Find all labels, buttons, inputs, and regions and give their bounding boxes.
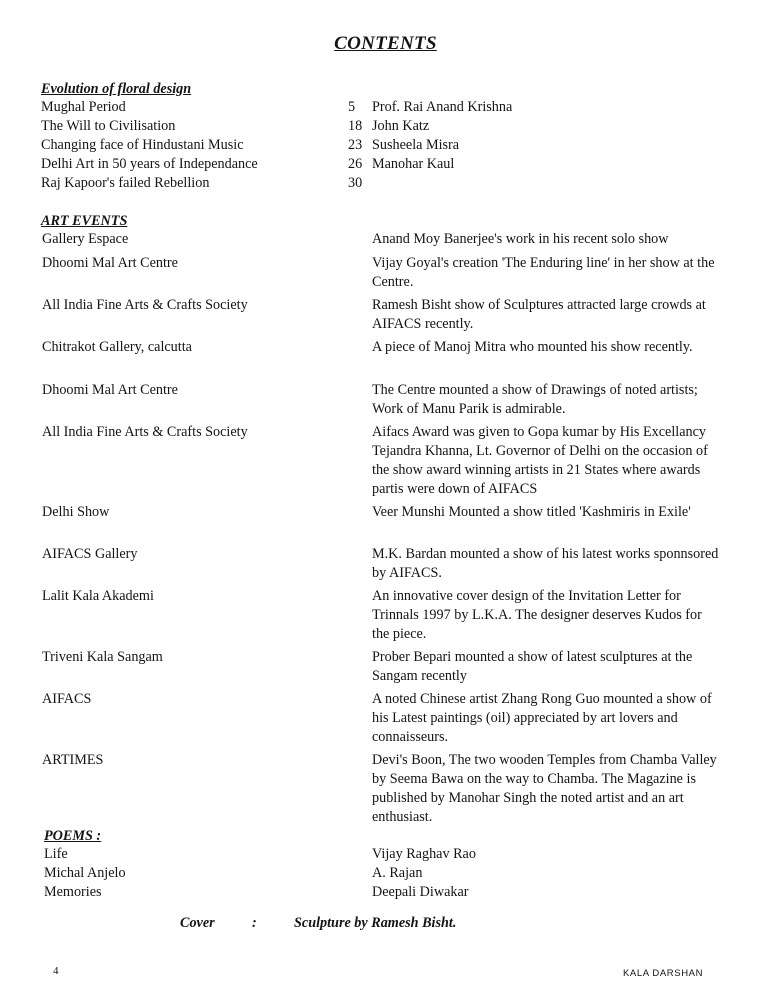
article-title: Raj Kapoor's failed Rebellion (41, 175, 210, 191)
article-title: The Will to Civilisation (41, 118, 176, 134)
magazine-name: KALA DARSHAN (623, 968, 704, 979)
event-venue: Delhi Show (42, 504, 110, 520)
event-venue: Gallery Espace (42, 231, 129, 247)
event-venue: Chitrakot Gallery, calcutta (42, 339, 192, 355)
article-page: 30 (348, 175, 363, 191)
event-description: M.K. Bardan mounted a show of his latest works sponnsored by AIFACS. (372, 546, 719, 581)
event-venue: ARTIMES (42, 752, 104, 768)
event-venue: AIFACS Gallery (42, 546, 138, 562)
article-page: 18 (348, 118, 363, 134)
event-description: Aifacs Award was given to Gopa kumar by His Excellancy Tejandra Khanna, Lt. Governor of Delhi on the occasion of the show award winning artists in 21 States where awards partis were down of AIFACS (372, 424, 708, 497)
article-page: 23 (348, 137, 363, 153)
event-venue: Dhoomi Mal Art Centre (42, 382, 178, 398)
event-venue: Dhoomi Mal Art Centre (42, 255, 178, 271)
event-description: Vijay Goyal's creation 'The Enduring line' in her show at the Centre. (372, 255, 715, 290)
article-title: Changing face of Hindustani Music (41, 137, 244, 153)
event-venue: All India Fine Arts & Crafts Society (42, 297, 248, 313)
poem-author: Deepali Diwakar (372, 884, 469, 900)
event-description: The Centre mounted a show of Drawings of noted artists; Work of Manu Parik is admirable. (372, 382, 698, 417)
event-description: Ramesh Bisht show of Sculptures attracted large crowds at AIFACS recently. (372, 297, 706, 332)
cover-text: Sculpture by Ramesh Bisht. (294, 915, 457, 931)
page-title: CONTENTS (334, 33, 437, 54)
article-author: Prof. Rai Anand Krishna (372, 99, 513, 115)
event-venue: AIFACS (42, 691, 92, 707)
features-heading: Evolution of floral design (41, 81, 192, 97)
poem-author: Vijay Raghav Rao (372, 846, 476, 862)
poem-author: A. Rajan (372, 865, 423, 881)
cover-label: Cover (180, 915, 215, 931)
article-page: 5 (348, 99, 356, 115)
event-description: Anand Moy Banerjee's work in his recent solo show (372, 231, 669, 247)
cover-separator: : (252, 915, 257, 931)
event-venue: All India Fine Arts & Crafts Society (42, 424, 248, 440)
event-description: An innovative cover design of the Invitation Letter for Trinnals 1997 by L.K.A. The designer deserves Kudos for the piece. (372, 588, 702, 642)
event-venue: Lalit Kala Akademi (42, 588, 154, 604)
article-author: Manohar Kaul (372, 156, 455, 172)
poem-title: Life (44, 846, 68, 862)
event-description: A piece of Manoj Mitra who mounted his show recently. (372, 339, 693, 355)
article-author: John Katz (372, 118, 430, 134)
article-page: 26 (348, 156, 363, 172)
poem-title: Memories (44, 884, 102, 900)
event-description: Devi's Boon, The two wooden Temples from Chamba Valley by Seema Bawa on the way to Chamba. The Magazine is published by Manohar Singh the noted artist and an art enthusiast. (372, 752, 717, 825)
poems-heading: POEMS : (44, 828, 102, 844)
article-title: Mughal Period (41, 99, 126, 115)
poem-title: Michal Anjelo (44, 865, 126, 881)
event-description: Prober Bepari mounted a show of latest sculptures at the Sangam recently (372, 649, 693, 684)
event-description: A noted Chinese artist Zhang Rong Guo mounted a show of his Latest paintings (oil) appreciated by art lovers and connaisseurs. (372, 691, 712, 745)
article-author: Susheela Misra (372, 137, 460, 153)
art-events-heading: ART EVENTS (41, 213, 128, 229)
page-number: 4 (53, 965, 59, 977)
event-description: Veer Munshi Mounted a show titled 'Kashmiris in Exile' (372, 504, 691, 520)
article-title: Delhi Art in 50 years of Independance (41, 156, 258, 172)
event-venue: Triveni Kala Sangam (42, 649, 163, 665)
